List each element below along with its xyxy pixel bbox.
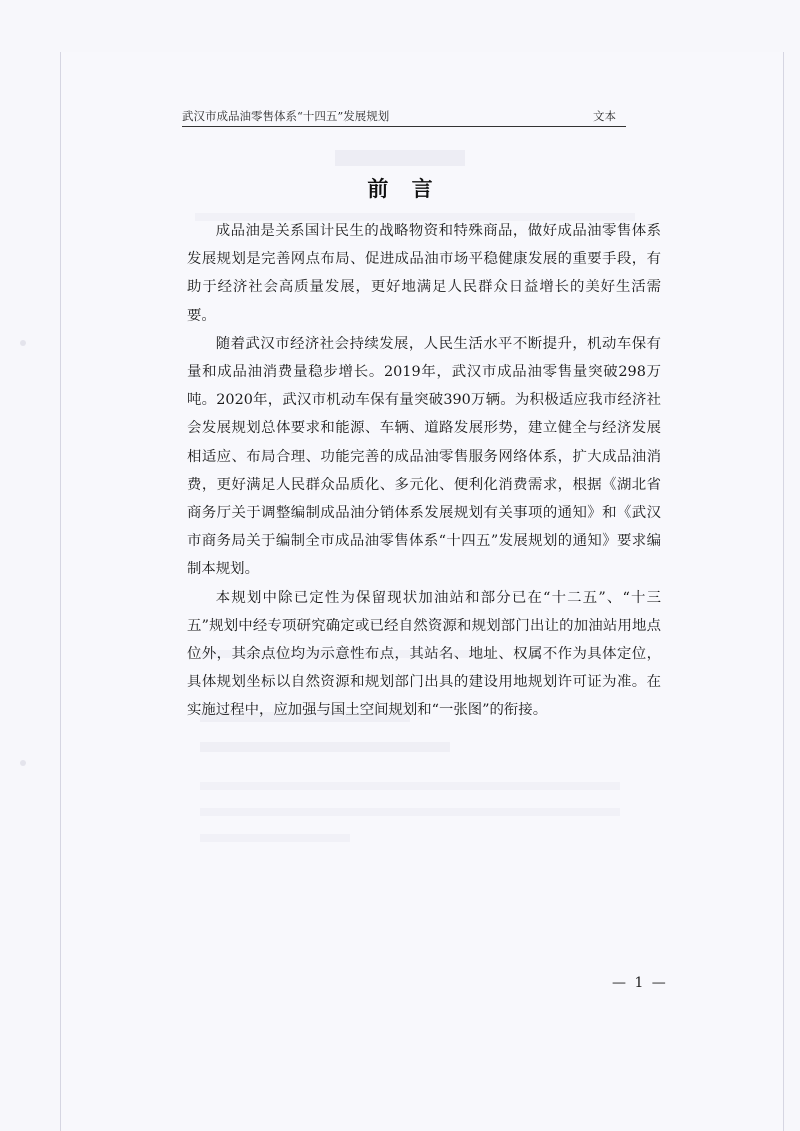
running-header: [182, 108, 626, 127]
bleed-through-shade: [200, 742, 450, 752]
paragraph-1: 成品油是关系国计民生的战略物资和特殊商品，做好成品油零售体系发展规划是完善网点布局、促进成品油市场平稳健康发展的重要手段，有助于经济社会高质量发展，更好地满足人民群众日益增长的美好生活需要。: [187, 223, 661, 324]
paragraph-2: 随着武汉市经济社会持续发展，人民生活水平不断提升，机动车保有量和成品油消费量稳步增长。2019年，武汉市成品油零售量突破298万吨。2020年，武汉市机动车保有量突破390万辆。为积极适应我市经济社会发展规划总体要求和能源、车辆、道路发展形势，建立健全与经济发展相适应、布局合理、功能完善的成品油零售服务网络体系，扩大成品油消费，更好满足人民群众品质化、多元化、便利化消费需求，根据《湖北省商务厅关于调整编制成品油分销体系发展规划有关事项的通知》和《武汉市商务局关于编制全市成品油零售体系“十四五”发展规划的通知》要求编制本规划。: [187, 335, 661, 578]
bleed-through-shade: [200, 782, 620, 790]
punch-hole-mark: [20, 340, 26, 346]
running-header-section: 文本: [593, 109, 616, 123]
bleed-through-shade: [200, 834, 350, 842]
bleed-through-shade: [335, 150, 465, 166]
running-header-title: 武汉市成品油零售体系“十四五”发展规划: [182, 109, 390, 123]
bleed-through-shade: [200, 808, 620, 816]
page-title: 前 言: [367, 177, 441, 201]
punch-hole-mark: [20, 760, 26, 766]
page-number: — 1 —: [612, 975, 668, 991]
paragraph-3: 本规划中除已定性为保留现状加油站和部分已在“十二五”、“十三五”规划中经专项研究确定或已经自然资源和规划部门出让的加油站用地点位外，其余点位均为示意性布点，其站名、地址、权属不作为具体定位，具体规划坐标以自然资源和规划部门出具的建设用地规划许可证为准。在实施过程中，应加强与国土空间规划和“一张图”的衔接。: [187, 589, 661, 719]
body-text: [187, 217, 661, 725]
